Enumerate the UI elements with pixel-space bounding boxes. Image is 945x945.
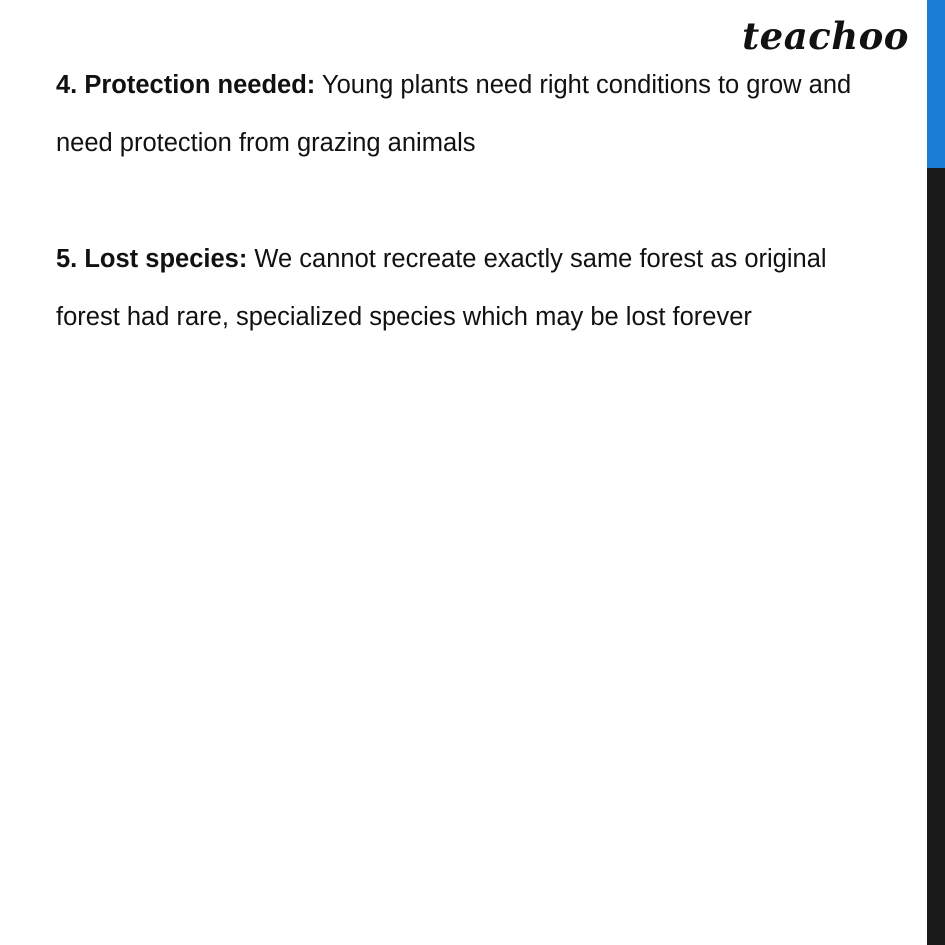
right-edge-bars [927, 0, 945, 945]
teachoo-logo: teachoo [742, 14, 909, 58]
point-item [56, 230, 866, 346]
point-body: Young plants need right conditions to grow and need protection from grazing animals [56, 71, 852, 157]
slide-content [56, 56, 876, 346]
point-lead: 4. Protection needed: [56, 71, 316, 99]
paragraph-spacer [56, 172, 876, 230]
point-body: We cannot recreate exactly same forest as original forest had rare, specialized species which may be lost forever [56, 245, 827, 331]
dark-accent-bar [927, 168, 945, 945]
blue-accent-bar [927, 0, 945, 168]
point-item [56, 56, 866, 172]
point-lead: 5. Lost species: [56, 245, 248, 273]
